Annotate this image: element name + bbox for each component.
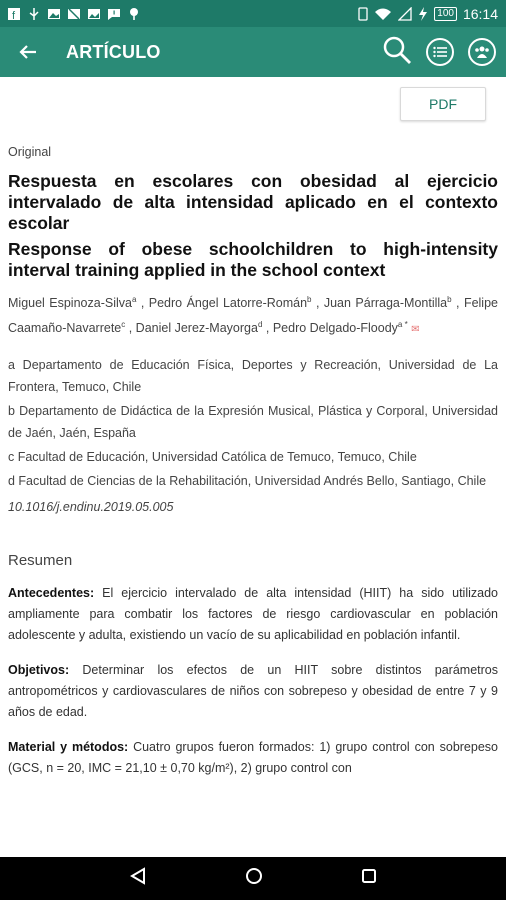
square-recents-icon [361, 868, 377, 884]
authors-button[interactable] [468, 38, 496, 66]
people-icon [474, 45, 490, 59]
image-icon [48, 8, 60, 20]
author-affil-mark: a [131, 295, 137, 304]
battery-level: 100 [434, 7, 457, 21]
system-nav-bar [0, 857, 506, 900]
author-name[interactable]: Miguel Espinoza-Silva [8, 296, 132, 311]
app-bar [0, 27, 506, 77]
affiliation-item: a Departamento de Educación Física, Deportes y Recreación, Universidad de La Frontera, Temuco, Chile [8, 358, 498, 395]
author-name[interactable]: Juan Párraga-Montilla [323, 296, 448, 311]
list-icon [433, 46, 447, 58]
title-english: Response of obese schoolchildren to high-intensity interval training applied in the school context [8, 239, 498, 280]
author-name[interactable]: Daniel Jerez-Mayorga [135, 321, 258, 336]
affiliation-item: d Facultad de Ciencias de la Rehabilitación, Universidad Andrés Bello, Santiago, Chile [8, 474, 487, 489]
author-name[interactable]: Felipe Caamaño-Navarrete [8, 296, 498, 336]
author-affil-mark: c [121, 320, 126, 330]
affiliation-item: c Facultad de Educación, Universidad Católica de Temuco, Temuco, Chile [8, 450, 417, 465]
methods-text: Cuatro grupos fueron formados: 1) grupo control con sobrepeso (GCS, n = 20, IMC = 21,10 ± 0,70 kg/m²), 2) grupo control con [8, 740, 498, 776]
affiliations [8, 354, 498, 492]
objectives-text: Determinar los efectos de un HIIT sobre distintos parámetros antropométricos y cardiovasculares de niños con sobrepeso y obesidad de entre 7 y 9 años de edad. [8, 663, 498, 720]
background-label: Antecedentes: [8, 586, 95, 601]
nav-back-button[interactable] [129, 867, 147, 890]
affiliation-item: b Departamento de Didáctica de la Expresión Musical, Plástica y Corporal, Universidad de Jaén, Jaén, España [8, 404, 498, 441]
status-bar [0, 0, 506, 27]
triangle-back-icon [129, 867, 147, 885]
pin-icon [128, 8, 140, 20]
background-text: El ejercicio intervalado de alta intensidad (HIIT) ha sido utilizado ampliamente para combatir los factores de riesgo cardiovascular en población adolescente y adulta, existiendo un vacío de su aplicabilidad en población infantil. [8, 586, 498, 643]
doi-link[interactable]: 10.1016/j.endinu.2019.05.005 [8, 500, 174, 515]
arrow-left-icon [19, 44, 37, 60]
abstract-background [8, 583, 498, 646]
author-name[interactable]: Pedro Delgado-Floody [272, 321, 398, 336]
back-button[interactable] [0, 27, 56, 77]
abstract-heading: Resumen [8, 552, 73, 570]
author-affil-mark: b [447, 295, 452, 304]
page-title: ARTÍCULO [66, 41, 161, 62]
pdf-button[interactable]: PDF [400, 87, 486, 121]
abstract-objectives [8, 660, 498, 723]
methods-label: Material y métodos: [8, 740, 129, 755]
clock: 16:14 [462, 5, 498, 22]
article-content[interactable] [0, 77, 506, 857]
photo-icon [88, 8, 100, 20]
search-button[interactable] [382, 35, 412, 70]
email-icon[interactable]: ✉ [411, 324, 420, 336]
svg-text:f: f [12, 9, 16, 20]
alert-icon [108, 8, 120, 20]
article-type: Original [8, 145, 52, 159]
vibrate-icon [358, 7, 368, 21]
charging-icon [418, 7, 428, 21]
author-list: Miguel Espinoza-Silva$^a$ , Pedro Ángel Latorre-Román$^b$ , Juan Párraga-Montilla$^b$ , Felipe Caamaño-Navarrete$^c$ , Daniel Jerez-Mayorga$^d$ , Pedro Delgado-Floody$^{a *}$ ✉ [8, 295, 498, 336]
search-icon [382, 35, 412, 65]
wifi-icon [374, 7, 392, 21]
nav-recents-button[interactable] [361, 868, 377, 889]
blocked-image-icon [68, 8, 80, 20]
index-button[interactable] [426, 38, 454, 66]
nav-home-button[interactable] [245, 867, 263, 890]
abstract-methods [8, 737, 498, 779]
author-name[interactable]: Pedro Ángel Latorre-Román [148, 296, 308, 311]
facebook-icon [8, 8, 20, 20]
author-affil-mark: d [257, 320, 263, 330]
author-affil-mark: a * [397, 320, 408, 330]
title-spanish: Respuesta en escolares con obesidad al ejercicio intervalado de alta intensidad aplicado en el contexto escolar [8, 171, 498, 233]
usb-icon [28, 8, 40, 20]
objectives-label: Objetivos: [8, 663, 70, 678]
notification-icons [8, 8, 140, 20]
signal-icon [398, 7, 412, 21]
circle-home-icon [245, 867, 263, 885]
author-affil-mark: b [307, 295, 312, 304]
